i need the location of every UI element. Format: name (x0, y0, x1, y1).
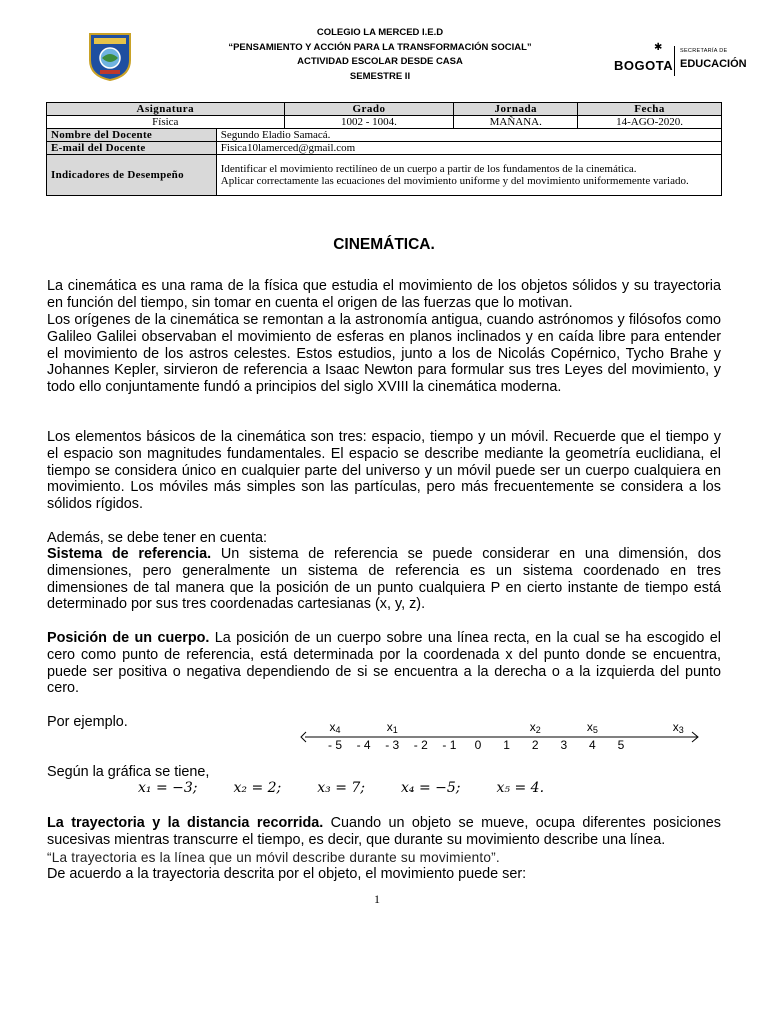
school-name: COLEGIO LA MERCED I.E.D (316, 27, 444, 38)
point-label: x2 (529, 720, 541, 735)
bogota-logo (614, 42, 747, 82)
indicador-2: Aplicar correctamente las ecuaciones del movimiento uniforme y del movimiento uniformemente variado. (220, 175, 689, 187)
tick-label: 5 (617, 738, 625, 752)
reference-system-text: Un sistema de referencia se puede considerar en una dimensión, dos dimensiones, pero generalmente un sistema de referencia es un sistema coordenado en tres dimensiones de tal manera que la posición de un punto cualquiera P en cierto instante de tiempo está determinado por sus tres coordenadas cartesianas (x, y, z). (47, 546, 722, 613)
segun-label: Según la gráfica se tiene, (47, 764, 210, 780)
paragraph-position (47, 630, 721, 697)
logo-divider (674, 46, 675, 76)
bogota-logo-word: BOGOTA (614, 58, 674, 73)
trajectory-quote: “La trayectoria es la línea que un móvil describe durante su movimiento”. (47, 850, 500, 865)
header-text (160, 26, 600, 84)
example-label: Por ejemplo. (47, 714, 128, 730)
star-icon: ✱ (654, 42, 663, 53)
paragraph-intro: Además, se debe tener en cuenta: (47, 530, 268, 546)
equation: x₄ = −5; (401, 780, 461, 796)
col-fecha: Fecha (578, 103, 722, 116)
number-line (300, 712, 705, 752)
col-grado: Grado (284, 103, 454, 116)
tick-label: - 5 (327, 738, 343, 752)
paragraph-reference-system (47, 546, 721, 613)
info-table (46, 102, 722, 196)
point-label: x3 (672, 720, 684, 735)
equation: x₃ = 7; (317, 780, 366, 796)
equation: x₂ = 2; (233, 780, 282, 796)
school-motto: “PENSAMIENTO Y ACCIÓN PARA LA TRANSFORMACIÓN SOCIAL” (228, 41, 532, 53)
trajectory-text: Cuando un objeto se mueve, ocupa diferentes posiciones sucesivas mientras transcurre el tiempo, es decir, que durante su movimiento describe una línea. (47, 815, 722, 848)
tick-label: 3 (560, 738, 568, 752)
semester: SEMESTRE II (349, 70, 411, 82)
table-value-row (47, 116, 722, 129)
tick-label: - 2 (413, 738, 428, 752)
logo-secretaria: SECRETARÍA DE (680, 48, 728, 54)
fecha-value: 14-AGO-2020. (578, 116, 722, 129)
paragraph-movement-types: De acuerdo a la trayectoria descrita por el objeto, el movimiento puede ser: (47, 866, 527, 882)
tick-label: - 4 (356, 738, 371, 752)
tick-label: 4 (589, 738, 596, 752)
indicadores-value (216, 155, 721, 196)
equation: x₅ = 4. (496, 780, 545, 796)
document-header (0, 22, 768, 102)
indicadores-label: Indicadores de Desempeño (47, 155, 217, 196)
tick-label: - 3 (385, 738, 400, 752)
email-row (47, 142, 722, 155)
point-label: x4 (329, 720, 341, 735)
page-number: 1 (374, 892, 380, 906)
indicadores-row (47, 155, 722, 196)
school-crest-icon (86, 30, 134, 82)
tick-label: - 1 (442, 738, 457, 752)
point-label: x1 (386, 720, 398, 735)
paragraph-origins: Los orígenes de la cinemática se remontan a la astronomía antigua, cuando astrónomos y filósofos como Galileo Galilei observaban el movimiento de esferas en planos inclinados y en caída libre para entender el movimiento de los astros celestes. Estos estudios, junto a los de Nicolás Copérnico, Tycho Brahe y Johannes Kepler, sirvieron de referencia a Isaac Newton para formular sus tres Leyes del movimiento, y todo ello conjuntamente fundó a principios del siglo XVIII la cinemática moderna. (47, 312, 721, 396)
position-heading: Posición de un cuerpo. (47, 630, 210, 646)
tick-label: 0 (474, 738, 482, 752)
docente-label: Nombre del Docente (47, 129, 217, 142)
point-label: x5 (586, 720, 598, 735)
paragraph-trajectory (47, 815, 721, 849)
activity-type: ACTIVIDAD ESCOLAR DESDE CASA (297, 56, 463, 67)
trajectory-heading: La trayectoria y la distancia recorrida. (47, 815, 324, 831)
page-title: CINEMÁTICA. (333, 236, 435, 253)
tick-label: 1 (503, 738, 510, 752)
docente-value: Segundo Eladio Samacá. (216, 129, 721, 142)
docente-row (47, 129, 722, 142)
col-asignatura: Asignatura (47, 103, 285, 116)
table-header-row (47, 103, 722, 116)
email-label: E-mail del Docente (47, 142, 217, 155)
logo-educacion: EDUCACIÓN (680, 58, 747, 70)
equation: x₁ = −3; (138, 780, 198, 796)
reference-system-heading: Sistema de referencia. (47, 546, 212, 562)
email-value: Fisica10lamerced@gmail.com (216, 142, 721, 155)
grado-value: 1002 - 1004. (284, 116, 454, 129)
paragraph-definition: La cinemática es una rama de la física que estudia el movimiento de los objetos sólidos y su trayectoria en función del tiempo, sin tomar en cuenta el origen de las fuerzas que lo motivan. (47, 278, 721, 311)
tick-label: 2 (531, 738, 539, 752)
position-text: La posición de un cuerpo sobre una línea recta, en la cual se ha escogido el cero como punto de referencia, está determinada por la coordenada x del punto donde se encuentra, puede ser positiva o negativa dependiendo de si se encuentra a la derecha o a la izquierda del punto cero. (47, 630, 721, 697)
paragraph-elements: Los elementos básicos de la cinemática son tres: espacio, tiempo y un móvil. Recuerde que el tiempo y el espacio son magnitudes fundamentales. El espacio se describe mediante la geometría euclidiana, el tiempo se considera único en cualquier parte del universo y un móvil puede ser un cuerpo cualquiera en movimiento. Los móviles más simples son las partículas, pero más frecuentemente se considera a los sólidos rígidos. (47, 429, 721, 513)
col-jornada: Jornada (454, 103, 578, 116)
indicador-1: Identificar el movimiento rectilíneo de un cuerpo a partir de los fundamentos de la cinemática. (220, 162, 637, 175)
asignatura-value: Física (47, 116, 285, 129)
jornada-value: MAÑANA. (454, 116, 578, 129)
position-equations (138, 780, 580, 796)
